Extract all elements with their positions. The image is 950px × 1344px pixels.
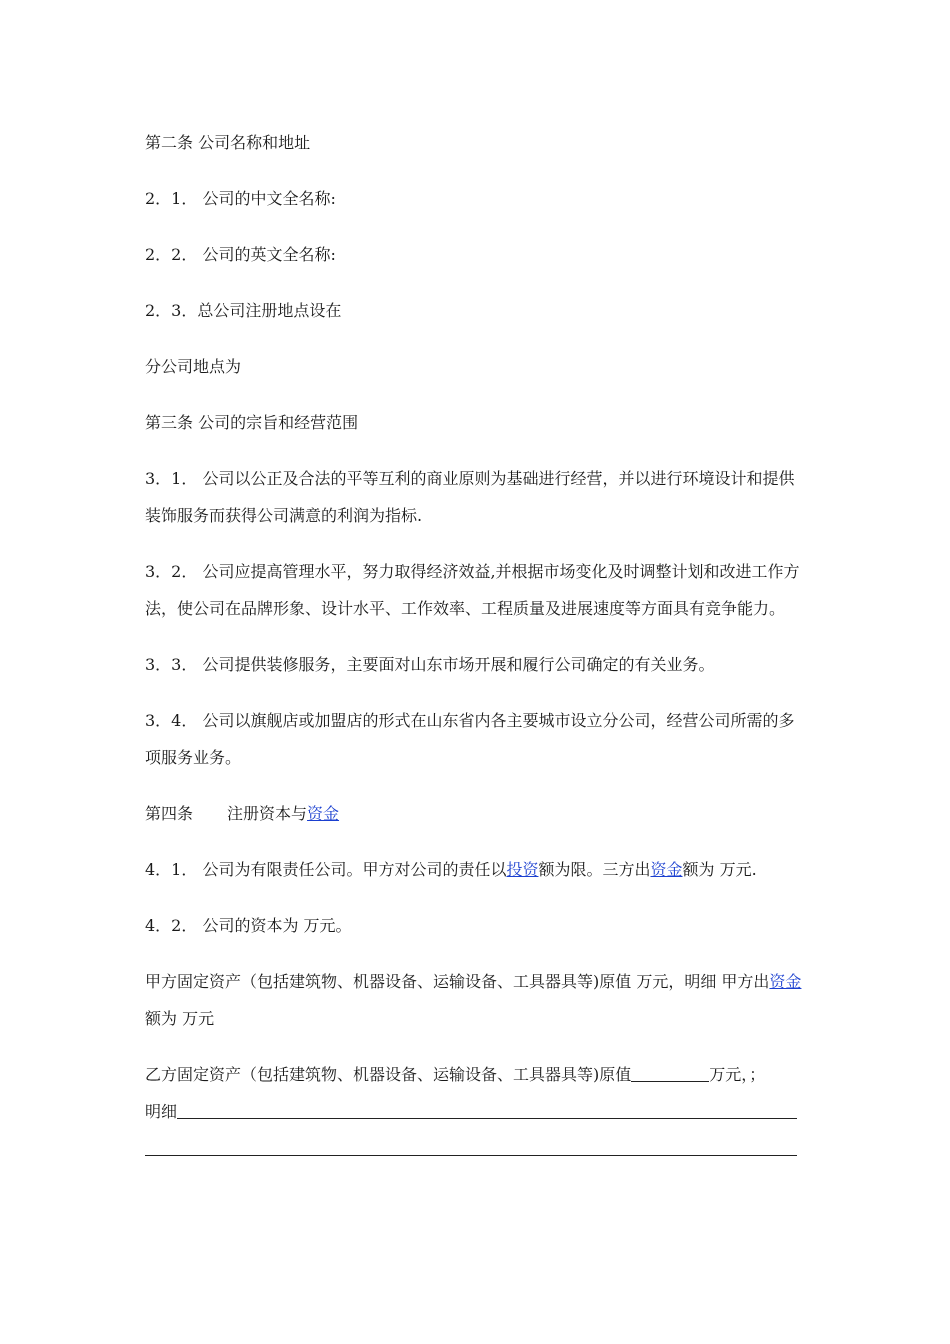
zijin-link-3[interactable]: 资金 bbox=[769, 972, 802, 991]
clause-3-1: 3．1． 公司以公正及合法的平等互利的商业原则为基础进行经营，并以进行环境设计和提供装饰服务而获得公司满意的利润为指标. bbox=[145, 469, 795, 525]
clause-2-2: 2．2． 公司的英文全名称: bbox=[145, 245, 336, 264]
clause-3-3: 3．3． 公司提供装修服务，主要面对山东市场开展和履行公司确定的有关业务。 bbox=[145, 655, 715, 674]
value-blank bbox=[631, 1065, 709, 1082]
detail-blank-2 bbox=[145, 1139, 797, 1156]
article-3-title: 第三条 公司的宗旨和经营范围 bbox=[145, 413, 359, 432]
party-a-assets-post: 额为 万元 bbox=[145, 1009, 215, 1028]
party-a-assets bbox=[145, 963, 810, 1037]
detail-line-2 bbox=[145, 1130, 810, 1167]
clause-4-1 bbox=[145, 851, 810, 888]
party-b-assets bbox=[145, 1056, 810, 1093]
party-b-assets-post: 万元，； bbox=[709, 1065, 766, 1084]
article-4-label: 第四条 bbox=[145, 804, 194, 823]
zijin-link-2[interactable]: 资金 bbox=[650, 860, 683, 879]
clause-2-1: 2．1． 公司的中文全名称: bbox=[145, 189, 336, 208]
branch-address: 分公司地点为 bbox=[145, 357, 242, 376]
clause-4-2: 4．2． 公司的资本为 万元。 bbox=[145, 916, 352, 935]
touzi-link[interactable]: 投资 bbox=[506, 860, 539, 879]
clause-3-4: 3．4． 公司以旗舰店或加盟店的形式在山东省内各主要城市设立分公司，经营公司所需的多项服务业务。 bbox=[145, 711, 795, 767]
article-2-title: 第二条 公司名称和地址 bbox=[145, 133, 311, 152]
document-body bbox=[145, 124, 810, 1167]
article-4-text: 注册资本与 bbox=[227, 804, 308, 823]
clause-3-2: 3．2． 公司应提高管理水平，努力取得经济效益,并根据市场变化及时调整计划和改进工作方法，使公司在品牌形象、设计水平、工作效率、工程质量及进展速度等方面具有竞争能力。 bbox=[145, 562, 800, 618]
zijin-link[interactable]: 资金 bbox=[307, 804, 340, 823]
clause-4-1-pre: 4．1． 公司为有限责任公司。甲方对公司的责任以 bbox=[145, 860, 507, 879]
detail-label: 明细 bbox=[145, 1102, 178, 1121]
clause-4-1-mid: 额为限。三方出 bbox=[538, 860, 651, 879]
detail-line bbox=[145, 1093, 810, 1130]
article-4-title bbox=[145, 795, 810, 832]
party-a-assets-pre: 甲方固定资产（包括建筑物、机器设备、运输设备、工具器具等)原值 万元，明细 甲方出 bbox=[145, 972, 770, 991]
clause-4-1-post: 额为 万元. bbox=[682, 860, 757, 879]
detail-blank bbox=[177, 1102, 797, 1119]
party-b-assets-pre: 乙方固定资产（包括建筑物、机器设备、运输设备、工具器具等)原值 bbox=[145, 1065, 632, 1084]
clause-2-3: 2．3．总公司注册地点设在 bbox=[145, 301, 342, 320]
